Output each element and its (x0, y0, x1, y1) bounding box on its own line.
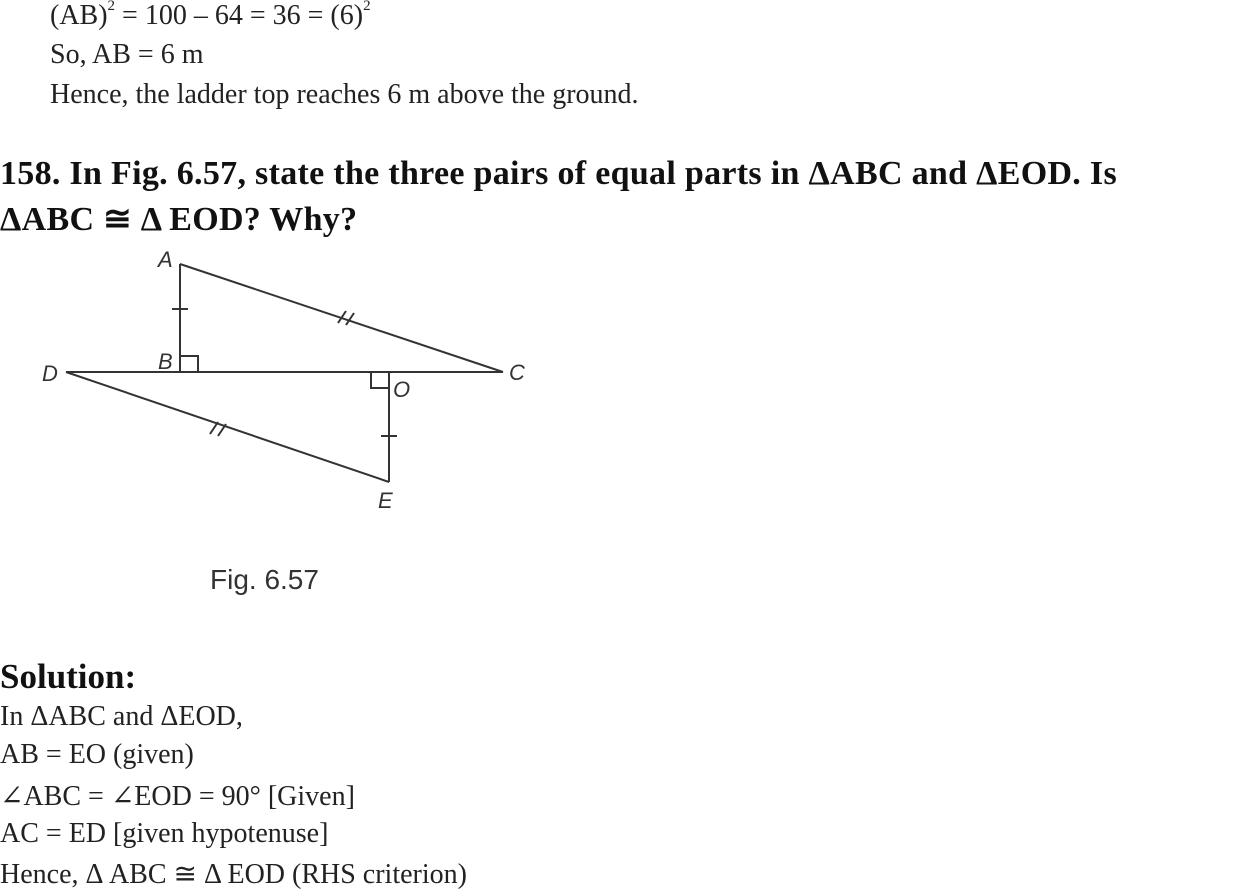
prev-eq-mid: = 100 – 64 = 36 = (6) (115, 0, 364, 31)
solution-line-1: In ΔABC and ΔEOD, (0, 701, 243, 732)
solution-line-3: ∠ABC = ∠EOD = 90° [Given] (0, 781, 355, 812)
segment-de (66, 372, 389, 482)
solution-heading: Solution: (0, 657, 137, 696)
label-o: O (393, 377, 411, 402)
prev-line-3: Hence, the ladder top reaches 6 m above the ground. (50, 79, 639, 110)
figure-6-57 (30, 245, 550, 525)
tick-de-1 (210, 422, 218, 434)
label-b: B (158, 349, 173, 374)
solution-line-2: AB = EO (given) (0, 739, 194, 770)
prev-eq-exp1: 2 (107, 0, 116, 14)
question-line-2: ΔABC ≅ Δ EOD? Why? (0, 201, 358, 238)
label-d: D (42, 361, 58, 386)
prev-eq-base: (AB) (50, 0, 108, 31)
prev-line-2: So, AB = 6 m (50, 39, 204, 70)
solution-line-4: AC = ED [given hypotenuse] (0, 818, 329, 849)
label-e: E (378, 488, 393, 513)
right-angle-o (371, 372, 389, 388)
prev-eq-exp2: 2 (363, 0, 371, 14)
prev-equation (50, 0, 371, 32)
solution-line-5: Hence, Δ ABC ≅ Δ EOD (RHS criterion) (0, 859, 467, 890)
right-angle-b (180, 356, 198, 372)
label-c: C (509, 360, 525, 385)
figure-caption: Fig. 6.57 (210, 564, 319, 595)
question-line-1: 158. In Fig. 6.57, state the three pairs of equal parts in ΔABC and ΔEOD. Is (0, 155, 1117, 192)
label-a: A (158, 247, 173, 272)
